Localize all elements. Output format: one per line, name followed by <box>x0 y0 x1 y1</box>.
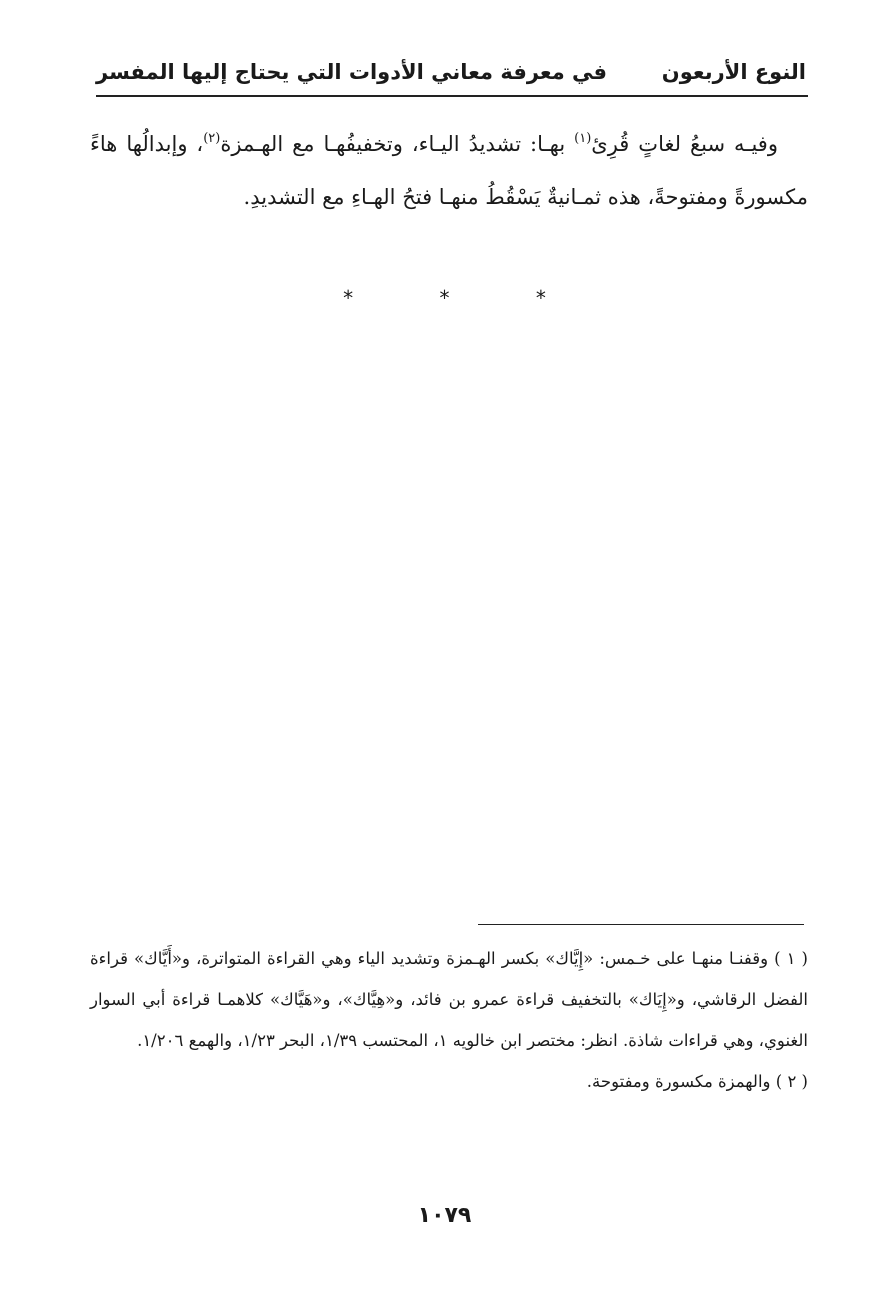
running-header <box>96 52 806 92</box>
body-paragraph <box>90 118 808 224</box>
paragraph-text-end: ، وإبدالُها هاءً مكسورةً ومفتوحةً، هذه ثمـانيةٌ يَسْقُطُ منهـا فتحُ الهـاءِ مع التشديدِ. <box>90 132 808 209</box>
section-separator: * * * <box>343 286 586 310</box>
paragraph-text-start: وفيـه سبعُ لغاتٍ قُرِئ <box>591 132 778 156</box>
footnote-ref-2: (٢) <box>203 131 221 146</box>
footnotes <box>90 938 808 1102</box>
footnote-2: ( ٢ ) والهمزة مكسورة ومفتوحة. <box>586 1072 808 1091</box>
paragraph-text-middle: بهـا: تشديدُ اليـاء، وتخفيفُهـا مع الهـمزة <box>220 132 575 156</box>
footnote-rule <box>478 924 804 925</box>
page-number: ١٠٧٩ <box>417 1203 472 1228</box>
main-text <box>90 118 808 224</box>
chapter-title: النوع الأربعون <box>661 60 806 84</box>
footnote-ref-1: (١) <box>574 131 592 146</box>
footnote-1: ( ١ ) وقفنـا منهـا على خـمس: «إِيَّاك» بكسر الهـمزة وتشديد الياء وهي القراءة المتواترة، و«أَيَّاك» قراءة الفضل الرقاشي، و«إِيَاك» بالتخفيف قراءة عمرو بن فائد، و«هِيَّاك»، و«هَيَّاك» كلاهمـا قراءة أبي السوار الغنوي، وهي قراءات شاذة. انظر: مختصر ابن خالويه ١، المحتسب ١/٣٩، البحر ١/٢٣، والهمع ١/٢٠٦. <box>90 949 808 1050</box>
header-rule <box>96 95 808 97</box>
section-title: في معرفة معاني الأدوات التي يحتاج إليها المفسر <box>96 60 608 84</box>
